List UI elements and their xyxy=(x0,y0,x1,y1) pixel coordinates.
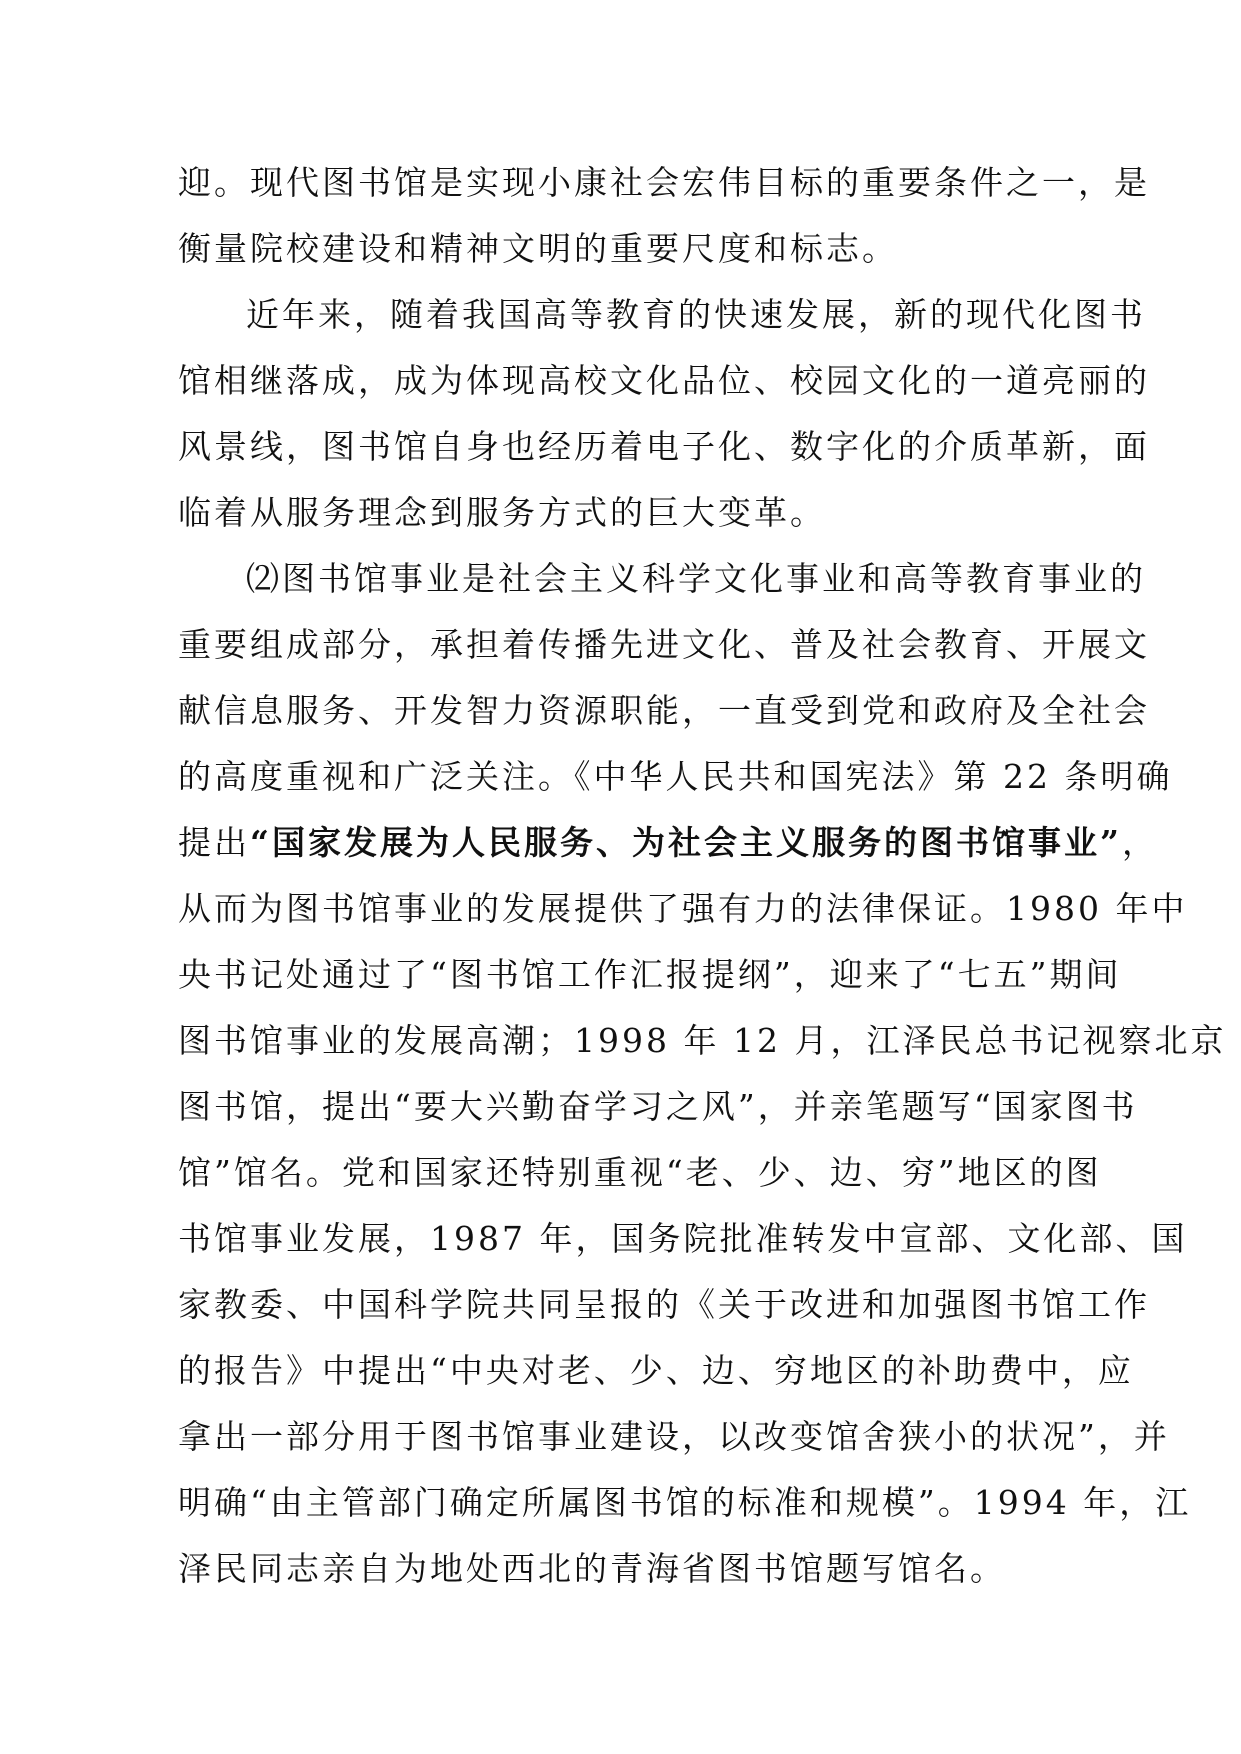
text-line: 图书馆，提出“要大兴勤奋学习之风”，并亲笔题写“国家图书 xyxy=(178,1087,1138,1126)
text-line xyxy=(178,810,1158,876)
text-line: 的报告》中提出“中央对老、少、边、穷地区的补助费中，应 xyxy=(178,1351,1134,1390)
text-line: 迎。现代图书馆是实现小康社会宏伟目标的重要条件之一，是 xyxy=(178,163,1150,202)
text-line: 的高度重视和广泛关注。《中华人民共和国宪法》第 22 条明确 xyxy=(178,757,1173,796)
text-line: 衡量院校建设和精神文明的重要尺度和标志。 xyxy=(178,229,898,268)
text-line: 临着从服务理念到服务方式的巨大变革。 xyxy=(178,493,826,532)
text-run: ， xyxy=(1121,823,1158,862)
document-page xyxy=(178,150,1227,1602)
text-line: 近年来，随着我国高等教育的快速发展，新的现代化图书 xyxy=(246,295,1146,334)
text-line: 馆”馆名。党和国家还特别重视“老、少、边、穷”地区的图 xyxy=(178,1153,1102,1192)
text-line: ⑵图书馆事业是社会主义科学文化事业和高等教育事业的 xyxy=(246,559,1146,598)
text-line: 献信息服务、开发智力资源职能，一直受到党和政府及全社会 xyxy=(178,691,1150,730)
text-line: 明确“由主管部门确定所属图书馆的标准和规模”。1994 年，江 xyxy=(178,1483,1192,1522)
bold-quote: “国家发展为人民服务、为社会主义服务的图书馆事业” xyxy=(250,823,1122,862)
text-line: 央书记处通过了“图书馆工作汇报提纲”，迎来了“七五”期间 xyxy=(178,955,1122,994)
text-run: 提出 xyxy=(178,823,250,862)
text-line: 重要组成部分，承担着传播先进文化、普及社会教育、开展文 xyxy=(178,625,1150,664)
text-line: 泽民同志亲自为地处西北的青海省图书馆题写馆名。 xyxy=(178,1549,1006,1588)
text-line: 拿出一部分用于图书馆事业建设，以改变馆舍狭小的状况”，并 xyxy=(178,1417,1170,1456)
text-line: 馆相继落成，成为体现高校文化品位、校园文化的一道亮丽的 xyxy=(178,361,1150,400)
text-line: 风景线，图书馆自身也经历着电子化、数字化的介质革新，面 xyxy=(178,427,1150,466)
text-line: 书馆事业发展，1987 年，国务院批准转发中宣部、文化部、国 xyxy=(178,1219,1188,1258)
text-line: 图书馆事业的发展高潮；1998 年 12 月，江泽民总书记视察北京 xyxy=(178,1021,1227,1060)
text-line: 家教委、中国科学院共同呈报的《关于改进和加强图书馆工作 xyxy=(178,1285,1150,1324)
text-line: 从而为图书馆事业的发展提供了强有力的法律保证。1980 年中 xyxy=(178,889,1188,928)
